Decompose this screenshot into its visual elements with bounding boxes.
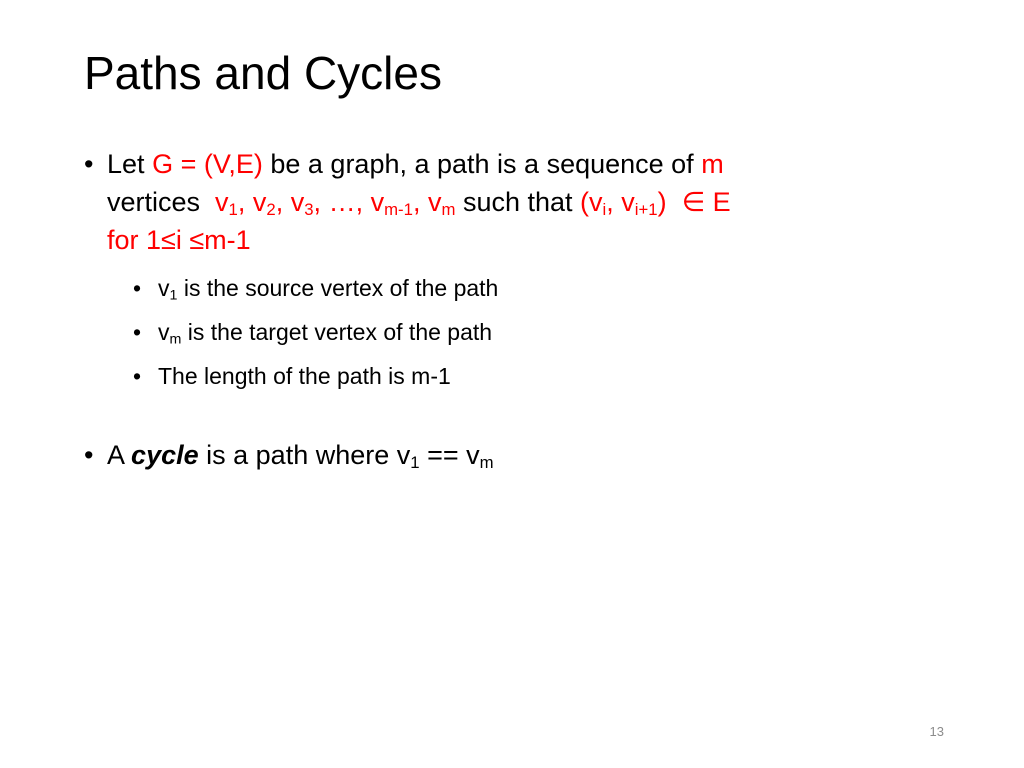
bullet-dot: • [84,440,94,470]
sub-bullet-length [84,361,944,391]
sub-bullet-text: is the source vertex of the path [183,275,499,301]
bullet-path-definition [84,145,944,259]
term-cycle: cycle [131,440,199,470]
slide-body [84,145,944,474]
bullet-dot: • [133,363,142,389]
text-path-is-sequence: be a graph, a path is a sequence of [270,149,694,179]
vertex-sequence: $v_1$, $v_2$, $v_3$, …, $v_{m-1}$, $v_m$ [215,187,456,220]
var-m: m [701,149,724,179]
text-vertices: vertices [107,187,201,217]
slide-title: Paths and Cycles [84,47,442,99]
bullet-dot: • [133,275,142,301]
index-range: for 1≤i ≤m-1 [107,225,251,255]
text-path-where: is a path where $v_1 == v_m$ [206,440,494,473]
bullet-dot: • [84,149,94,179]
bullet-cycle-definition [84,436,944,474]
text-a: A [107,440,124,470]
edge-condition: ($v_i$, $v_{i+1}$) ∈ E [580,187,731,220]
vertex-vm: $v_m$ [158,319,182,348]
page-number: 13 [929,724,944,739]
sub-bullet-text: is the target vertex of the path [187,319,493,345]
text-let: Let [107,149,145,179]
sub-bullet-target [84,317,944,347]
sub-bullet-text: The length of the path is m-1 [158,363,451,389]
vertex-v1: $v_1$ [158,275,178,304]
graph-definition: G = (V,E) [152,149,263,179]
bullet-dot: • [133,319,142,345]
text-such-that: such that [462,187,573,217]
sub-bullet-source [84,273,944,303]
